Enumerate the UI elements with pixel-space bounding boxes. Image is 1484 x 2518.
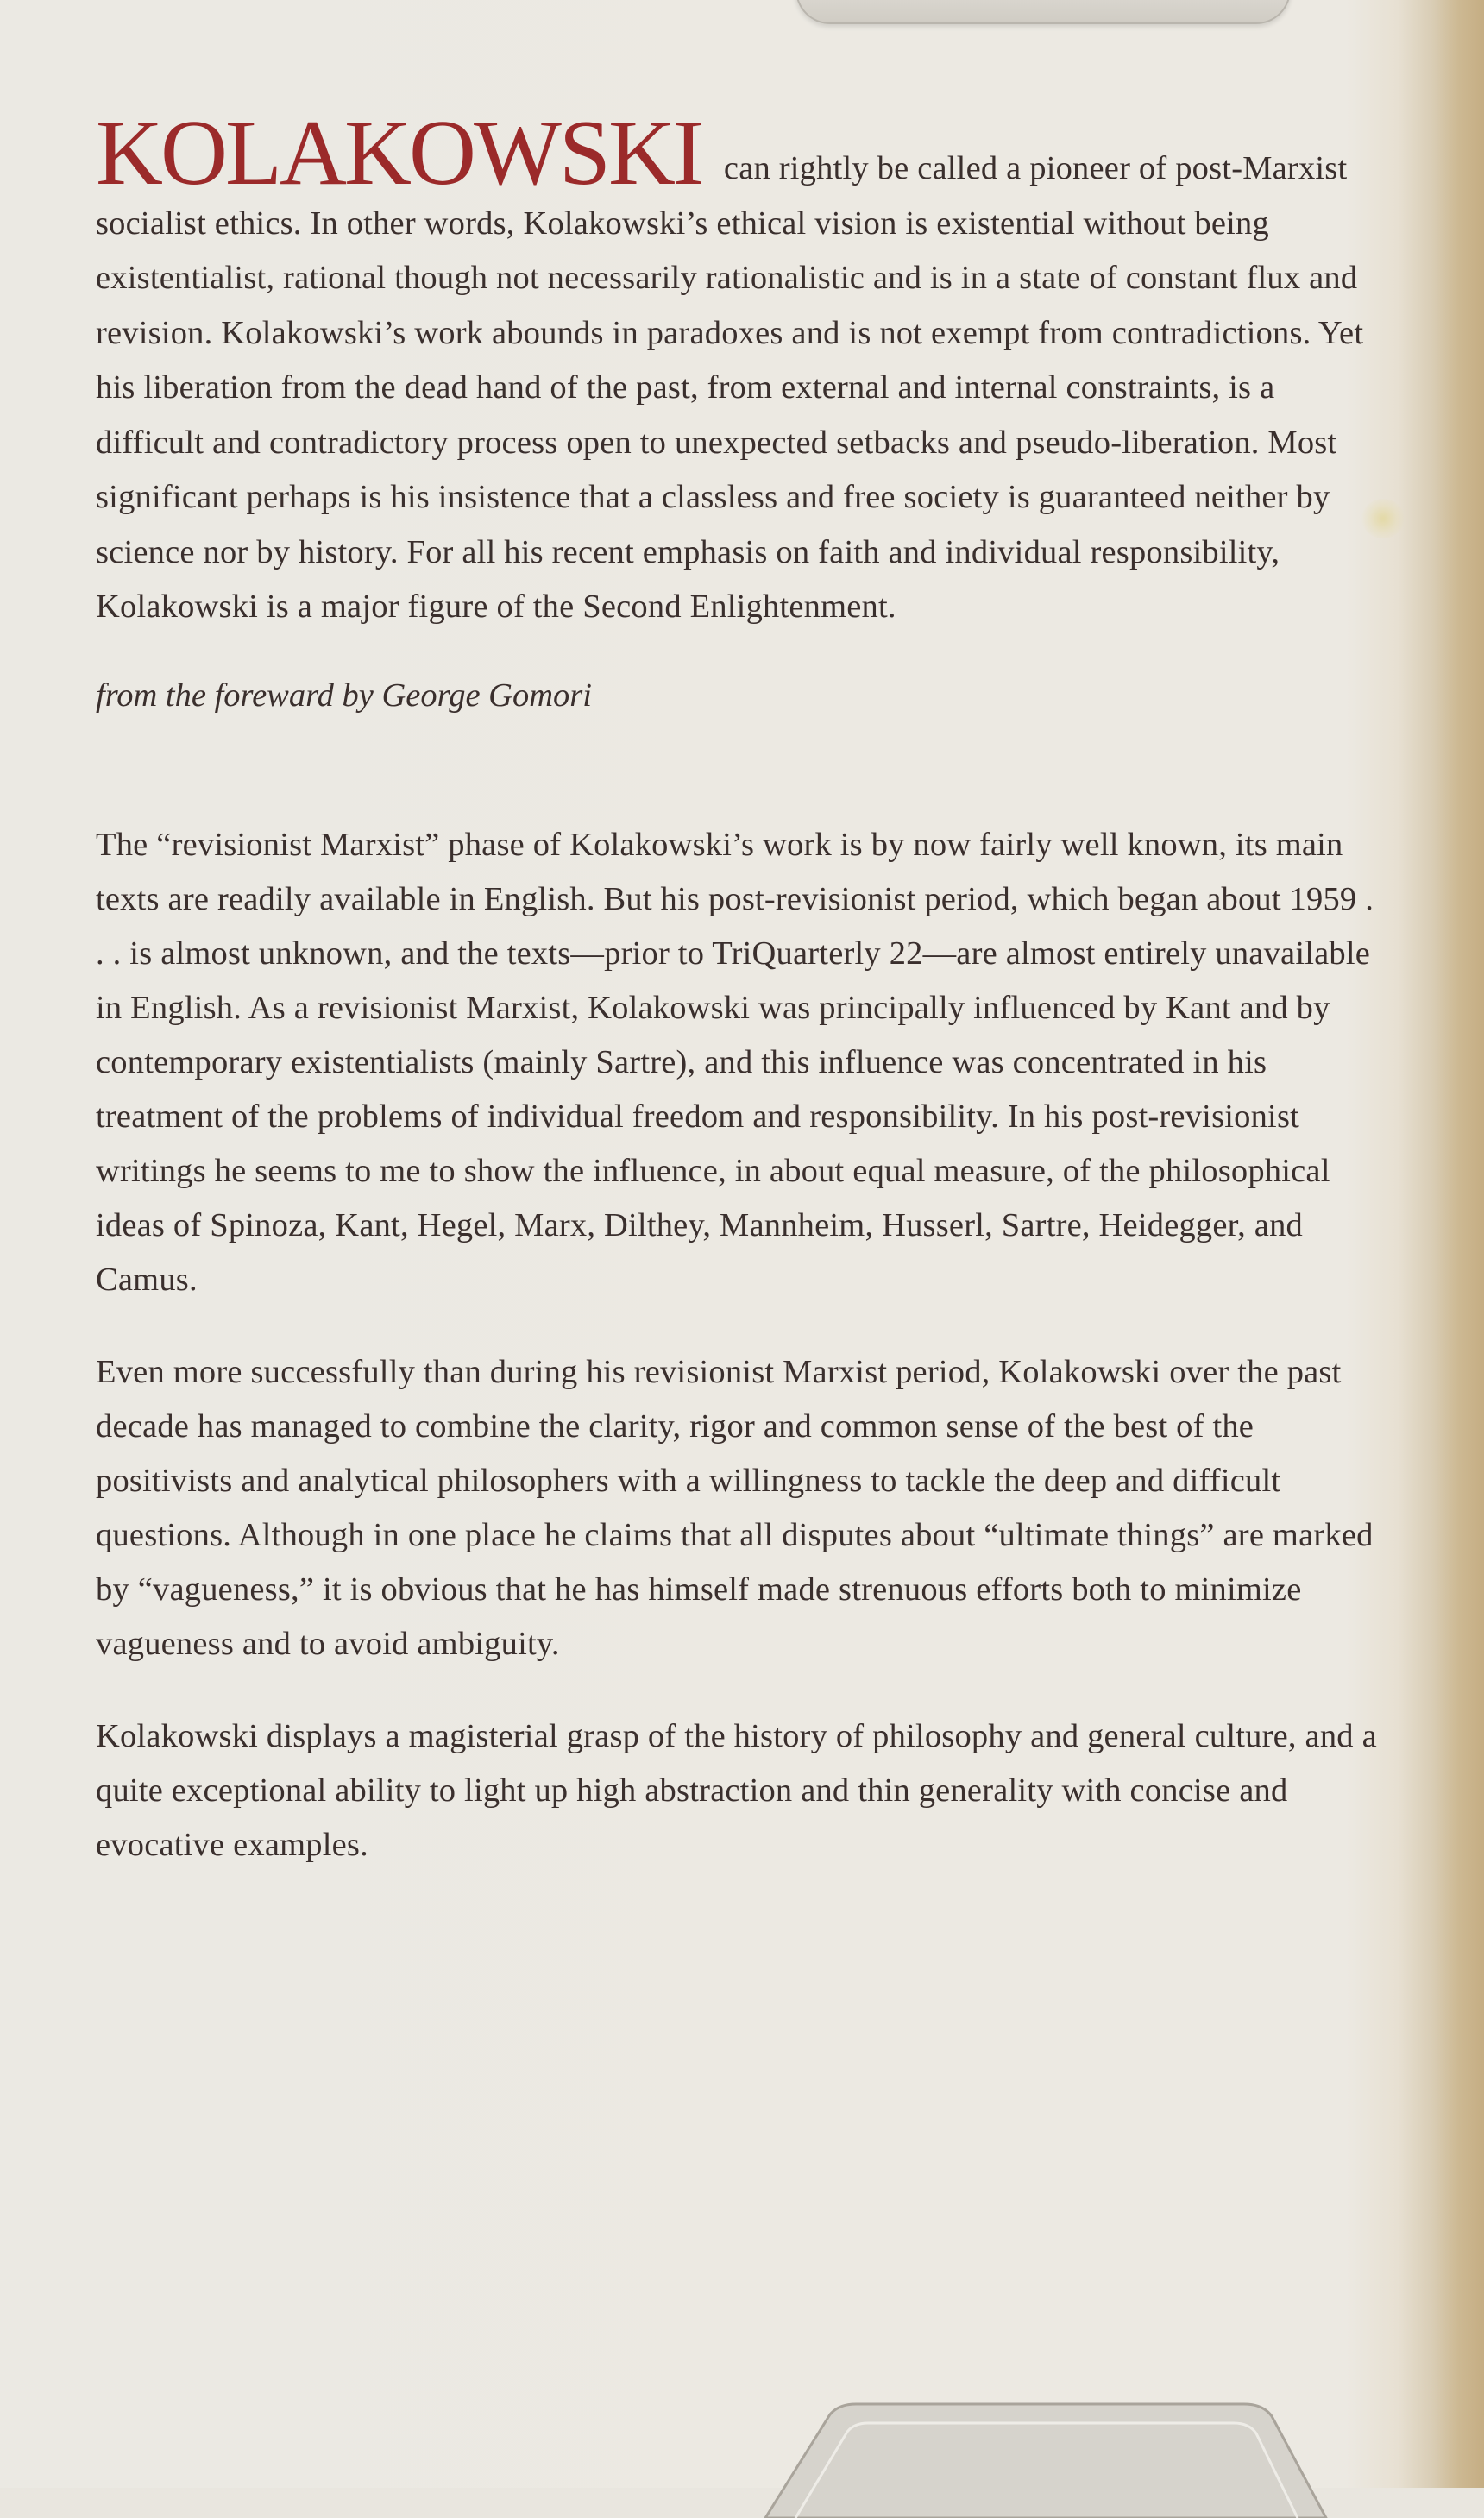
foreword-attribution: from the foreward by George Gomori [96,677,592,714]
flap-text [96,102,1390,1873]
top-page-clip [795,0,1291,24]
bottom-page-clip [761,2397,1330,2518]
body-paragraph-3: Kolakowski displays a magisterial grasp of the history of philosophy and general culture, and a quite exceptional ability to light up high abstraction and thin generality with concise and evocative examples. [96,1717,1377,1863]
author-name-heading: KOLAKOWSKI [96,102,701,205]
body-paragraph-1: The “revisionist Marxist” phase of Kolakowski’s work is by now fairly well known, its main texts are readily available in English. But his post-revisionist period, which began about 1959 . . . is almost unknown, and the texts—prior to TriQuarterly 22—are almost entirely unavailable in English. As a revisionist Marxist, Kolakowski was principally influenced by Kant and by contemporary existentialists (mainly Sartre), and this influence was concentrated in his treatment of the problems of individual freedom and responsibility. In his post-revisionist writings he seems to me to show the influence, in about equal measure, of the philosophical ideas of Spinoza, Kant, Hegel, Marx, Dilthey, Mannheim, Husserl, Sartre, Heidegger, and Camus. [96,826,1374,1298]
intro-text: can rightly be called a pioneer of post-Marxist socialist ethics. In other words, Kolakowski’s ethical vision is existential without being existentialist, rational though not necessarily rationalistic and is in a state of constant flux and revision. Kolakowski’s work abounds in paradoxes and is not exempt from contradictions. Yet his liberation from the dead hand of the past, from external and internal constraints, is a difficult and contradictory process open to unexpected setbacks and pseudo-liberation. Most significant perhaps is his insistence that a classless and free society is guaranteed neither by science nor by history. For all his recent emphasis on faith and individual responsibility, Kolakowski is a major figure of the Second Enlightenment. [96,150,1364,625]
body-paragraph-2: Even more successfully than during his revisionist Marxist period, Kolakowski over the past decade has managed to combine the clarity, rigor and common sense of the best of the positivists and analytical philosophers with a willingness to tackle the deep and difficult questions. Although in one place he claims that all disputes about “ultimate things” are marked by “vagueness,” it is obvious that he has himself made strenuous efforts both to minimize vagueness and to avoid ambiguity. [96,1353,1374,1662]
intro-paragraph [96,102,1390,635]
